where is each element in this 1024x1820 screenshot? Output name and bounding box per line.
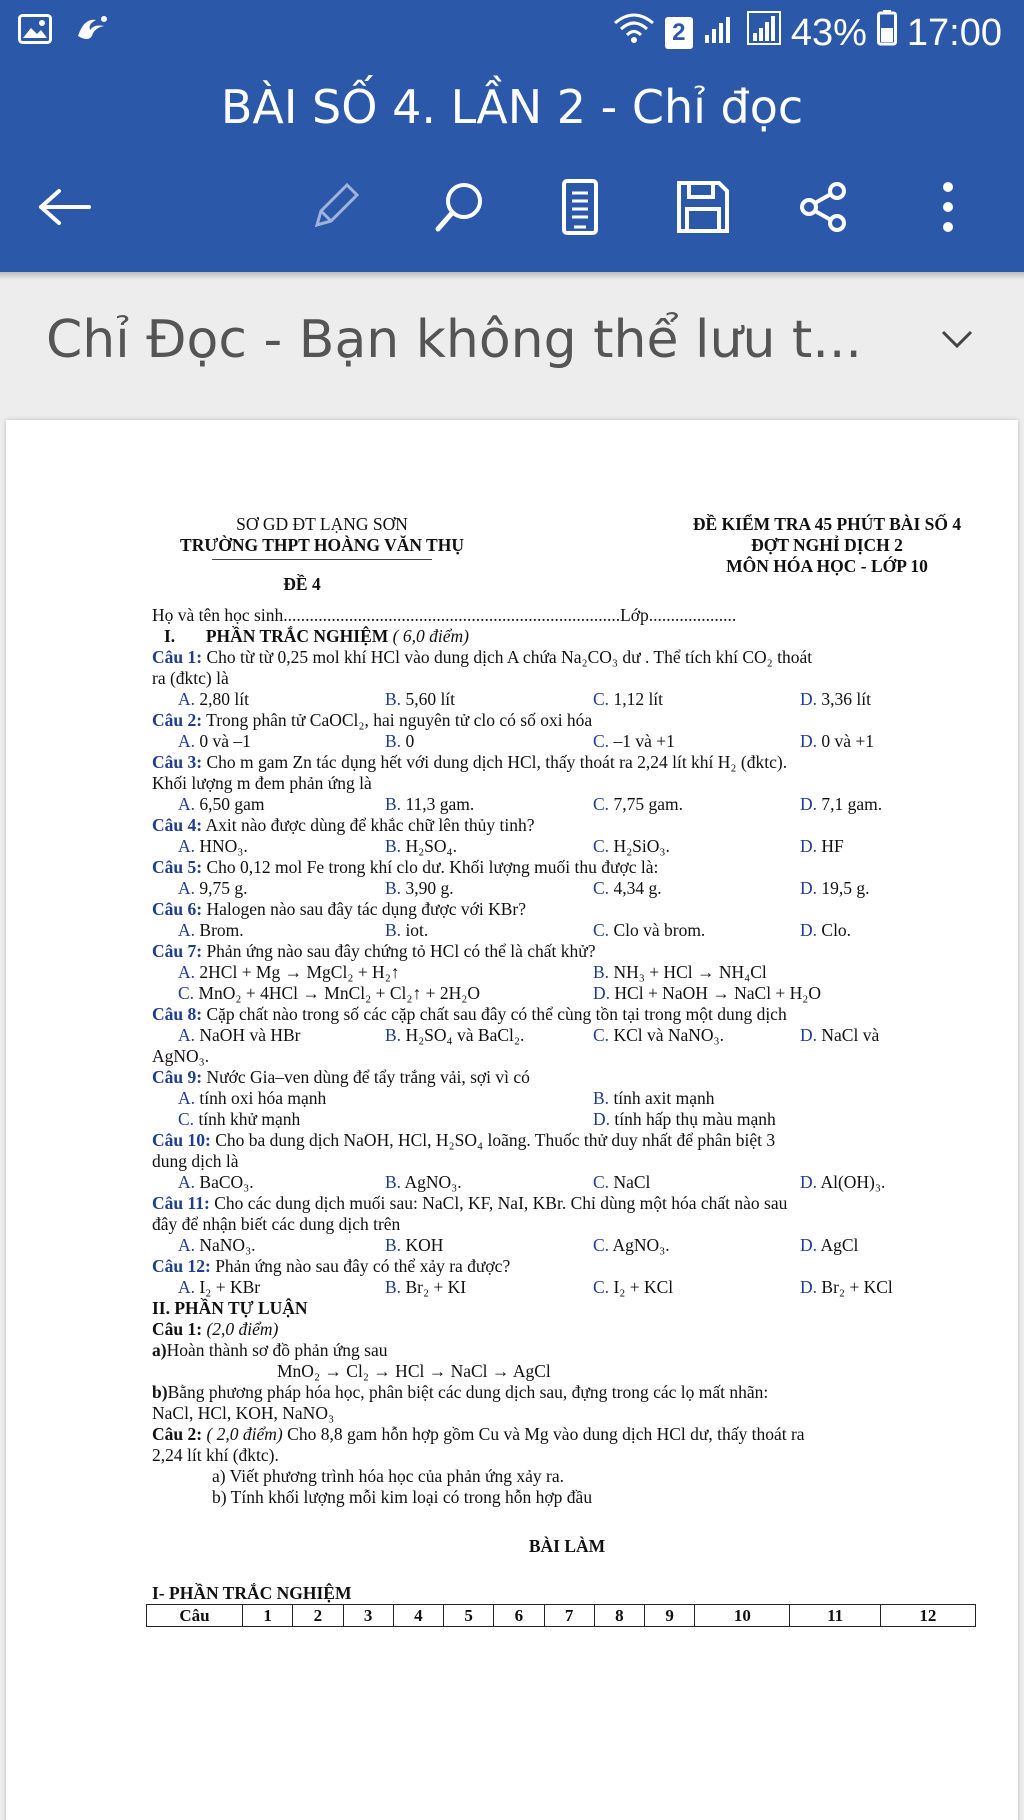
table-cell: 4: [393, 1605, 443, 1627]
option-d[interactable]: D. tính hấp thụ màu mạnh: [593, 1109, 776, 1129]
essay-1b-cont: NaCl, HCl, KOH, NaNO₃: [152, 1403, 335, 1423]
school-name: TRƯỜNG THPT HOÀNG VĂN THỤ: [180, 535, 464, 555]
question-2: [152, 710, 982, 731]
option-b[interactable]: B. 5,60 lít: [385, 689, 456, 709]
option-c[interactable]: C. AgNO₃.: [593, 1235, 670, 1255]
question-label: Câu 7:: [152, 941, 203, 961]
question-text: Halogen nào sau đây tác dụng được với KBr?: [206, 899, 527, 919]
question-1: [152, 647, 982, 668]
answer-title: BÀI LÀM: [528, 1536, 606, 1556]
option-d[interactable]: D. 3,36 lít: [800, 689, 871, 709]
save-icon: [675, 179, 731, 235]
options-row: [152, 962, 982, 983]
school-header: [152, 514, 492, 595]
option-d[interactable]: D. 0 và +1: [800, 731, 875, 751]
question-12: [152, 1256, 982, 1277]
question-text: Cho ba dung dịch NaOH, HCl, H₂SO₄ loãng. Thuốc thử duy nhất để phân biệt 3: [215, 1130, 776, 1150]
question-11: [152, 1193, 982, 1214]
option-b[interactable]: B. H₂SO₄.: [385, 836, 458, 856]
signal-icon: [703, 11, 737, 55]
option-c[interactable]: C. MnO₂ + 4HCl → MnCl₂ + Cl₂↑ + 2H₂O: [178, 983, 480, 1003]
option-c[interactable]: C. I₂ + KCl: [593, 1277, 674, 1297]
readonly-banner-text: Chỉ Đọc - Bạn không thể lưu t...: [46, 310, 862, 370]
essay-2a: a) Viết phương trình hóa học của phản ứng xảy ra.: [212, 1466, 564, 1486]
essay-1a: a)Hoàn thành sơ đồ phản ứng sau: [152, 1340, 388, 1360]
question-text: Cho từ từ 0,25 mol khí HCl vào dung dịch A chứa Na₂CO₃ dư . Thể tích khí CO₂ thoát: [206, 647, 813, 667]
question-label: Câu 11:: [152, 1193, 210, 1213]
part1-number: I.: [164, 626, 176, 646]
search-button[interactable]: [420, 167, 500, 247]
sim-badge: 2: [665, 17, 693, 49]
table-cell: 10: [695, 1605, 790, 1627]
options-row: [152, 878, 982, 899]
option-a[interactable]: A. 2,80 lít: [178, 689, 249, 709]
back-arrow-icon: [37, 187, 93, 227]
document-content: [152, 510, 982, 1627]
option-a[interactable]: A. BaCO₃.: [178, 1172, 254, 1192]
pencil-icon: [305, 177, 365, 237]
question-text: Cho các dung dịch muối sau: NaCl, KF, NaI, KBr. Chỉ dùng một hóa chất nào sau: [214, 1193, 788, 1213]
status-bar: [0, 0, 1024, 72]
share-icon: [795, 179, 851, 235]
table-cell: 2: [293, 1605, 343, 1627]
gallery-icon: [18, 14, 52, 48]
question-label: Câu 5:: [152, 857, 203, 877]
options-row: [152, 920, 982, 941]
option-c[interactable]: C. Clo và brom.: [593, 920, 706, 940]
clock: 17:00: [906, 11, 1002, 54]
app-bar: [0, 72, 1024, 272]
option-b[interactable]: B. H₂SO₄ và BaCl₂.: [385, 1025, 525, 1045]
option-a[interactable]: A. tính oxi hóa mạnh: [178, 1088, 327, 1108]
question-5: [152, 857, 982, 878]
question-label: Câu 10:: [152, 1130, 211, 1150]
battery-icon: [877, 10, 897, 56]
option-a[interactable]: A. NaOH và HBr: [178, 1025, 301, 1045]
table-row: [147, 1605, 976, 1627]
option-a[interactable]: A. 6,50 gam: [178, 794, 265, 814]
question-text: Phản ứng nào sau đây chứng tỏ HCl có thể là chất khử?: [206, 941, 596, 961]
search-icon: [430, 177, 490, 237]
question-4: [152, 815, 982, 836]
question-text-cont: dung dịch là: [152, 1151, 239, 1171]
question-text: Cho m gam Zn tác dụng hết với dung dịch HCl, thấy thoát ra 2,24 lít khí H₂ (đktc).: [206, 752, 788, 772]
question-text: Cho 0,12 mol Fe trong khí clo dư. Khối lượng muối thu được là:: [206, 857, 659, 877]
question-3: [152, 752, 982, 773]
exam-title-block: [662, 514, 992, 577]
question-label: Câu 3:: [152, 752, 203, 772]
student-name-line: Họ và tên học sinh.............................................................................Lớp....................: [152, 605, 737, 625]
option-c[interactable]: C. tính khử mạnh: [178, 1109, 301, 1129]
save-button[interactable]: [663, 167, 743, 247]
mobile-view-icon: [560, 177, 600, 237]
option-b[interactable]: B. iot.: [385, 920, 429, 940]
options-row: [152, 1088, 982, 1109]
option-b[interactable]: B. tính axit mạnh: [593, 1088, 715, 1108]
option-d[interactable]: D. HCl + NaOH → NaCl + H₂O: [593, 983, 822, 1003]
option-c[interactable]: C. NaCl: [593, 1172, 651, 1192]
option-a[interactable]: A. 0 và –1: [178, 731, 251, 751]
part1-title: PHẦN TRẮC NGHIỆM: [205, 626, 389, 646]
option-d-wrap: AgNO₃.: [152, 1046, 210, 1066]
question-text: Phản ứng nào sau đây có thể xảy ra được?: [215, 1256, 511, 1276]
option-c[interactable]: C. –1 và +1: [593, 731, 675, 751]
toolbar: [0, 167, 1024, 247]
signal-icon-2: [747, 11, 781, 55]
options-row: [152, 1025, 982, 1046]
option-c[interactable]: C. 1,12 lít: [593, 689, 664, 709]
question-text-cont: đây để nhận biết các dung dịch trên: [152, 1214, 401, 1234]
wifi-icon: [613, 11, 655, 55]
option-d[interactable]: D. Al(OH)₃.: [800, 1172, 886, 1192]
answer-subtitle: I- PHẦN TRẮC NGHIỆM: [152, 1583, 352, 1603]
question-label: Câu 2:: [152, 710, 203, 730]
part1-heading: [152, 626, 982, 647]
question-text: Cặp chất nào trong số các cặp chất sau đây có thể cùng tồn tại trong một dung dịch: [206, 1004, 787, 1024]
question-label: Câu 9:: [152, 1067, 203, 1087]
question-label: Câu 12:: [152, 1256, 211, 1276]
option-b[interactable]: B. AgNO₃.: [385, 1172, 462, 1192]
readonly-banner[interactable]: [0, 280, 1024, 415]
exam-code: ĐỀ 4: [283, 574, 321, 594]
reaction-chain: MnO₂ → Cl₂ → HCl → NaCl → AgCl: [277, 1361, 551, 1381]
part2-heading: II. PHẦN TỰ LUẬN: [152, 1298, 308, 1318]
options-row: [152, 731, 982, 752]
exam-round: ĐỢT NGHỈ DỊCH 2: [751, 535, 903, 555]
essay-2-cont: 2,24 lít khí (đktc).: [152, 1445, 279, 1465]
options-row: [152, 836, 982, 857]
question-10: [152, 1130, 982, 1151]
essay-1b: b)Bằng phương pháp hóa học, phân biệt các dung dịch sau, đựng trong các lọ mất nhãn:: [152, 1382, 769, 1402]
edit-button[interactable]: [295, 167, 375, 247]
question-text: Nước Gia–ven dùng để tẩy trắng vải, sợi vì có: [206, 1067, 530, 1087]
option-d[interactable]: D. NaCl và: [800, 1025, 880, 1045]
chevron-down-icon[interactable]: [940, 328, 974, 354]
battery-percent: 43%: [790, 11, 867, 54]
question-6: [152, 899, 982, 920]
table-cell: 3: [343, 1605, 393, 1627]
essay-1: Câu 1: (2,0 điểm): [152, 1319, 279, 1339]
option-b[interactable]: B. 11,3 gam.: [385, 794, 475, 814]
question-text-cont: Khối lượng m đem phản ứng là: [152, 773, 372, 793]
department-name: SƠ GD ĐT LẠNG SƠN: [236, 514, 408, 534]
option-c[interactable]: C. H₂SiO₃.: [593, 836, 670, 856]
exam-subject: MÔN HÓA HỌC - LỚP 10: [726, 556, 928, 576]
document-title: BÀI SỐ 4. LẦN 2 - Chỉ đọc: [220, 80, 804, 134]
share-button[interactable]: [783, 167, 863, 247]
question-8: [152, 1004, 982, 1025]
option-c[interactable]: C. KCl và NaNO₃.: [593, 1025, 725, 1045]
header-rule: [212, 559, 432, 560]
table-cell: 7: [544, 1605, 594, 1627]
option-d[interactable]: D. AgCl: [800, 1235, 859, 1255]
option-d[interactable]: D. Br₂ + KCl: [800, 1277, 893, 1297]
more-options-button[interactable]: [908, 167, 988, 247]
option-b[interactable]: B. Br₂ + KI: [385, 1277, 467, 1297]
option-a[interactable]: A. 9,75 g.: [178, 878, 248, 898]
question-label: Câu 8:: [152, 1004, 203, 1024]
question-text: Axit nào được dùng để khắc chữ lên thủy tinh?: [205, 815, 535, 835]
question-7: [152, 941, 982, 962]
option-d[interactable]: D. HF: [800, 836, 844, 856]
option-b[interactable]: B. KOH: [385, 1235, 444, 1255]
table-cell: 8: [594, 1605, 644, 1627]
more-vertical-icon: [938, 179, 958, 235]
question-text-cont: ra (đktc) là: [152, 668, 229, 688]
answer-table: [146, 1604, 976, 1627]
question-label: Câu 6:: [152, 899, 203, 919]
option-c[interactable]: C. 4,34 g.: [593, 878, 662, 898]
options-row: [152, 1172, 982, 1193]
option-d[interactable]: D. 19,5 g.: [800, 878, 870, 898]
option-c[interactable]: C. 7,75 gam.: [593, 794, 683, 814]
options-row: [152, 794, 982, 815]
options-row: [152, 983, 982, 1004]
option-a[interactable]: A. HNO₃.: [178, 836, 248, 856]
table-cell: 9: [645, 1605, 695, 1627]
options-row: [152, 1109, 982, 1130]
table-cell: 11: [790, 1605, 880, 1627]
options-row: [152, 1235, 982, 1256]
option-b[interactable]: B. 0: [385, 731, 415, 751]
option-a[interactable]: A. I₂ + KBr: [178, 1277, 261, 1297]
option-d[interactable]: D. Clo.: [800, 920, 852, 940]
exam-title: ĐỀ KIỂM TRA 45 PHÚT BÀI SỐ 4: [692, 514, 962, 534]
essay-2b: b) Tính khối lượng mỗi kim loại có trong hỗn hợp đầu: [212, 1487, 593, 1507]
table-cell: 1: [243, 1605, 293, 1627]
option-b[interactable]: B. NH₃ + HCl → NH₄Cl: [593, 962, 767, 982]
document-page[interactable]: [6, 420, 1018, 1820]
option-a[interactable]: A. 2HCl + Mg → MgCl₂ + H₂↑: [178, 962, 400, 982]
option-a[interactable]: A. Brom.: [178, 920, 244, 940]
option-a[interactable]: A. NaNO₃.: [178, 1235, 256, 1255]
table-cell: Câu: [147, 1605, 243, 1627]
essay-2: Câu 2: ( 2,0 điểm) Cho 8,8 gam hỗn hợp gồm Cu và Mg vào dung dịch HCl dư, thấy thoát ra: [152, 1424, 805, 1444]
option-b[interactable]: B. 3,90 g.: [385, 878, 454, 898]
question-label: Câu 1:: [152, 647, 203, 667]
table-cell: 5: [444, 1605, 494, 1627]
table-cell: 12: [880, 1605, 975, 1627]
question-text: Trong phân tử CaOCl₂, hai nguyên tử clo có số oxi hóa: [206, 710, 593, 730]
messenger-icon: [74, 14, 110, 48]
exam-header: [152, 510, 982, 605]
mobile-view-button[interactable]: [540, 167, 620, 247]
appbar-shadow: [0, 272, 1024, 280]
options-row: [152, 1277, 982, 1298]
part1-points: ( 6,0 điểm): [392, 626, 469, 646]
table-cell: 6: [494, 1605, 544, 1627]
question-label: Câu 4:: [152, 815, 203, 835]
option-d[interactable]: D. 7,1 gam.: [800, 794, 883, 814]
back-button[interactable]: [25, 167, 105, 247]
options-row: [152, 689, 982, 710]
question-9: [152, 1067, 982, 1088]
